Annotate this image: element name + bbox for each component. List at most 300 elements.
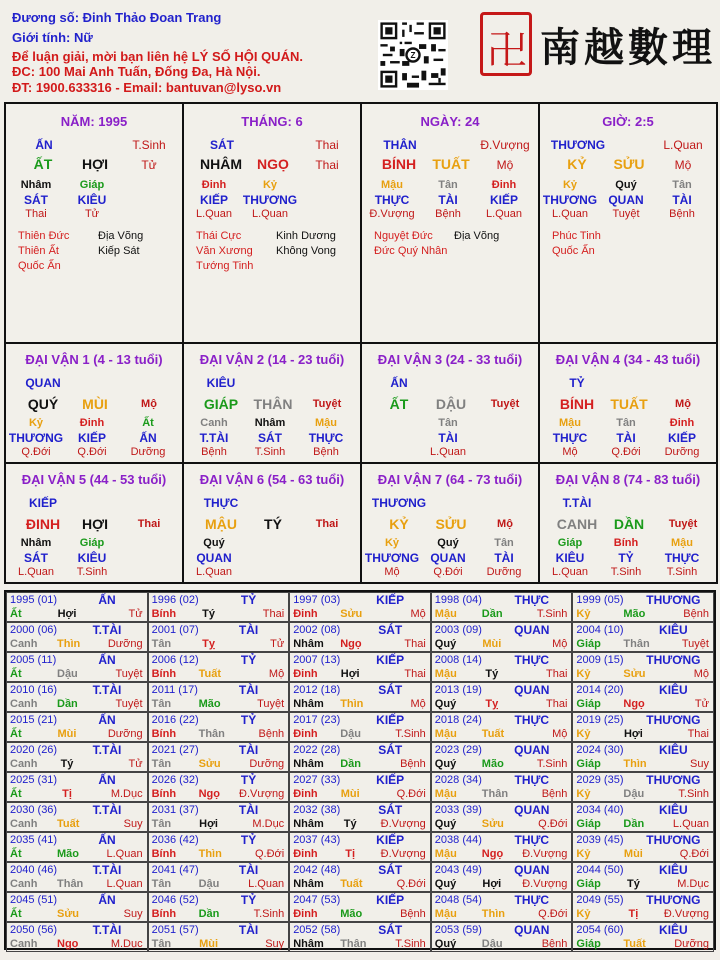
year-stem: Kỷ	[576, 728, 591, 740]
dai-van-hidden-life: Q.Đới	[21, 446, 51, 458]
dai-van-hidden-god: ẤN	[139, 431, 157, 445]
year-cell	[431, 802, 573, 832]
dai-van-hidden-god: THỰC	[664, 551, 700, 565]
year-ten-god: THỰC	[514, 833, 550, 847]
year-life-phase: M.Dục	[677, 878, 709, 890]
year-label: 2028 (34)	[434, 774, 482, 786]
pillar-heavenly-stem: BÍNH	[381, 156, 417, 172]
dai-van-stem: QUÝ	[27, 396, 59, 412]
year-stem: Quý	[434, 758, 457, 770]
year-ten-god: KIÊU	[659, 743, 688, 757]
dai-van-hidden-stem: Tân	[494, 537, 514, 549]
year-life-phase: Bệnh	[400, 758, 426, 770]
dai-van-title: ĐẠI VẬN 4 (34 - 43 tuổi)	[555, 352, 701, 367]
year-cell	[431, 622, 573, 652]
year-stem: Giáp	[576, 878, 601, 890]
year-branch: Dậu	[623, 788, 645, 800]
year-branch: Thân	[340, 938, 367, 950]
year-branch: Mão	[340, 908, 363, 920]
dai-van-hidden-stem: Tân	[616, 417, 636, 429]
dai-van-hidden-stem: Quý	[203, 537, 225, 549]
year-branch: Mão	[481, 758, 504, 770]
year-stem: Nhâm	[293, 698, 324, 710]
year-label: 2052 (58)	[293, 924, 341, 936]
hidden-life-phase: Thai	[25, 208, 47, 220]
hidden-ten-god: KIẾP	[199, 193, 228, 207]
dai-van-ten-god: ẤN	[390, 376, 408, 390]
hidden-ten-god: QUAN	[608, 193, 644, 207]
dai-van-hidden-god: QUAN	[196, 551, 232, 565]
year-life-phase: Thai	[545, 698, 568, 710]
dai-van-hidden-god: SÁT	[258, 431, 282, 445]
year-life-phase: Dưỡng	[674, 938, 709, 950]
year-life-phase: Đ.Vượng	[380, 818, 426, 830]
hidden-stem: Tân	[672, 179, 692, 191]
pillar-title: GIỜ: 2:5	[602, 114, 654, 129]
year-stem: Nhâm	[293, 638, 324, 650]
year-stem: Mậu	[434, 788, 457, 800]
dai-van-hidden-god: KIÊU	[555, 551, 585, 565]
dai-van-title: ĐẠI VẬN 7 (64 - 73 tuổi)	[377, 472, 523, 487]
year-branch: Sửu	[481, 818, 504, 830]
year-cell	[572, 682, 714, 712]
dai-van-hidden-god: QUAN	[430, 551, 466, 565]
year-stem: Kỷ	[576, 908, 591, 920]
dai-van-hidden-god: TÀI	[438, 431, 458, 445]
year-cell	[6, 652, 148, 682]
year-life-phase: T.Sinh	[678, 788, 709, 800]
year-branch: Sửu	[623, 668, 646, 680]
pillar-ten-god: THÂN	[383, 138, 417, 152]
dai-van-hidden-god: TÀI	[616, 431, 636, 445]
year-cell	[6, 592, 148, 622]
year-ten-god: ẤN	[98, 653, 116, 667]
dai-van-branch: DẬU	[435, 396, 467, 412]
year-ten-god: ẤN	[98, 833, 116, 847]
year-ten-god: QUAN	[514, 803, 550, 817]
year-branch: Tuất	[340, 878, 363, 890]
year-ten-god: KIẾP	[376, 833, 405, 847]
year-cell	[289, 922, 431, 952]
pillar-top-phase: T.Sinh	[132, 138, 166, 152]
hidden-stem: Đinh	[491, 179, 517, 191]
year-cell	[572, 742, 714, 772]
dai-van-title: ĐẠI VẬN 8 (74 - 83 tuổi)	[555, 472, 701, 487]
year-ten-god: SÁT	[378, 803, 403, 817]
inauspicious-star: Địa Võng	[98, 230, 144, 242]
dai-van-box	[360, 462, 540, 584]
inauspicious-star: Kiếp Sát	[98, 245, 140, 257]
year-label: 2042 (48)	[293, 864, 341, 876]
year-branch: Mão	[623, 608, 646, 620]
year-life-phase: Đ.Vượng	[663, 908, 709, 920]
year-label: 2022 (28)	[293, 744, 341, 756]
pillar-title: NGÀY: 24	[420, 114, 480, 129]
dai-van-title: ĐẠI VẬN 1 (4 - 13 tuổi)	[25, 352, 163, 367]
year-cell	[431, 862, 573, 892]
year-stem: Đinh	[293, 728, 318, 740]
year-life-phase: Q.Đới	[396, 878, 426, 890]
year-life-phase: Mộ	[268, 668, 285, 680]
dai-van-phase: Mộ	[675, 398, 691, 410]
year-stem: Ất	[10, 668, 22, 680]
year-label: 2036 (42)	[151, 834, 199, 846]
dai-van-hidden-life: T.Sinh	[610, 566, 642, 578]
year-cell	[6, 742, 148, 772]
dai-van-phase: Mộ	[141, 398, 157, 410]
year-stem: Mậu	[434, 668, 457, 680]
dai-van-hidden-stem: Giáp	[557, 537, 583, 549]
year-ten-god: ẤN	[98, 773, 116, 787]
year-branch: Mùi	[57, 728, 77, 740]
year-cell	[572, 922, 714, 952]
year-branch: Dậu	[481, 938, 503, 950]
dai-van-branch: TUẤT	[610, 396, 648, 412]
year-ten-god: ẤN	[98, 593, 116, 607]
year-cell	[431, 682, 573, 712]
dai-van-hidden-god: THƯƠNG	[8, 431, 64, 445]
year-stem: Quý	[434, 698, 457, 710]
year-branch: Tuất	[623, 938, 646, 950]
year-ten-god: T.TÀI	[92, 683, 122, 697]
year-cell	[148, 922, 290, 952]
hidden-stem: Giáp	[79, 179, 105, 191]
dai-van-hidden-life: Mộ	[562, 446, 578, 458]
hidden-ten-god: THƯƠNG	[542, 193, 598, 207]
year-stem: Ất	[10, 608, 22, 620]
year-stem: Canh	[10, 698, 38, 710]
dai-van-hidden-stem: Quý	[437, 537, 459, 549]
year-ten-god: KIÊU	[659, 683, 688, 697]
address-line: ĐC: 100 Mai Anh Tuấn, Đống Đa, Hà Nội.	[12, 64, 261, 79]
pillar-heavenly-stem: ẤT	[33, 156, 53, 172]
year-cell	[6, 862, 148, 892]
pillar-box	[538, 102, 718, 344]
year-stem: Canh	[10, 638, 38, 650]
year-branch: Thìn	[340, 698, 364, 710]
dai-van-phase: Tuyệt	[668, 518, 698, 530]
dai-van-stem: CANH	[556, 516, 598, 532]
year-ten-god: THƯƠNG	[646, 653, 701, 667]
year-ten-god: THƯƠNG	[646, 713, 701, 727]
year-stem: Quý	[434, 818, 457, 830]
year-ten-god: TÀI	[238, 743, 259, 757]
year-ten-god: TÀI	[238, 683, 259, 697]
dai-van-ten-god: THỰC	[203, 496, 239, 510]
year-cell	[148, 652, 290, 682]
year-cell	[148, 802, 290, 832]
year-stem: Ất	[10, 848, 22, 860]
year-branch: Hợi	[623, 728, 643, 740]
year-label: 2049 (55)	[576, 894, 624, 906]
year-branch: Thìn	[57, 638, 81, 650]
year-cell	[431, 592, 573, 622]
hidden-life-phase: Bệnh	[669, 208, 695, 220]
year-branch: Mùi	[340, 788, 360, 800]
year-branch: Tý	[626, 878, 640, 890]
year-life-phase: Mộ	[410, 608, 426, 620]
dai-van-stem: ĐINH	[25, 516, 61, 532]
qr-code-icon	[378, 20, 448, 90]
year-label: 2003 (09)	[434, 624, 482, 636]
year-cell	[431, 712, 573, 742]
pillar-heavenly-stem: NHÂM	[200, 156, 242, 172]
year-cell	[572, 862, 714, 892]
pillar-ten-god: SÁT	[210, 138, 234, 152]
inauspicious-star: Kinh Dương	[276, 230, 336, 242]
year-ten-god: KIÊU	[659, 863, 688, 877]
hidden-stem: Kỷ	[562, 179, 578, 191]
dai-van-hidden-life: L.Quan	[429, 446, 467, 458]
year-cell	[289, 652, 431, 682]
dai-van-title: ĐẠI VẬN 6 (54 - 63 tuổi)	[199, 472, 345, 487]
year-branch: Ngọ	[198, 788, 220, 800]
inauspicious-star: Không Vong	[276, 245, 336, 257]
year-label: 2048 (54)	[434, 894, 482, 906]
year-stem: Bính	[151, 788, 177, 800]
pillar-heavenly-stem: KỶ	[567, 156, 587, 172]
dai-van-hidden-god: KIẾP	[667, 431, 696, 445]
year-stem: Canh	[10, 818, 38, 830]
year-stem: Giáp	[576, 818, 601, 830]
dai-van-hidden-life: Dưỡng	[486, 566, 522, 578]
year-cell	[148, 622, 290, 652]
dai-van-hidden-stem: Bính	[613, 537, 639, 549]
year-ten-god: THƯƠNG	[646, 593, 701, 607]
dai-van-stem: KỶ	[389, 516, 409, 532]
year-label: 2043 (49)	[434, 864, 482, 876]
year-ten-god: T.TÀI	[92, 863, 122, 877]
dai-van-title: ĐẠI VẬN 2 (14 - 23 tuổi)	[199, 352, 345, 367]
dai-van-hidden-life: L.Quan	[17, 566, 55, 578]
auspicious-star: Nguyệt Đức	[374, 230, 433, 242]
year-label: 2047 (53)	[293, 894, 341, 906]
year-ten-god: QUAN	[514, 923, 550, 937]
year-life-phase: Đ.Vượng	[522, 848, 568, 860]
dai-van-hidden-life: T.Sinh	[666, 566, 698, 578]
auspicious-star: Quốc Ấn	[18, 260, 61, 272]
year-cell	[289, 892, 431, 922]
year-ten-god: KIÊU	[659, 923, 688, 937]
dai-van-hidden-life: L.Quan	[195, 566, 233, 578]
dai-van-branch: DẦN	[613, 516, 645, 532]
dai-van-hidden-god: TÀI	[494, 551, 514, 565]
year-life-phase: L.Quan	[672, 818, 709, 830]
year-stem: Kỷ	[576, 608, 591, 620]
year-stem: Bính	[151, 848, 177, 860]
year-cell	[6, 772, 148, 802]
year-stem: Ất	[10, 788, 22, 800]
year-branch: Hợi	[199, 818, 218, 830]
year-stem: Mậu	[434, 608, 457, 620]
year-life-phase: M.Dục	[110, 788, 143, 800]
year-cell	[148, 892, 290, 922]
year-branch: Tý	[202, 608, 216, 620]
year-life-phase: Tử	[270, 638, 285, 650]
pillar-title: THÁNG: 6	[241, 114, 303, 129]
year-ten-god: KIẾP	[376, 593, 405, 607]
year-branch: Sửu	[340, 608, 363, 620]
pillar-earthly-branch: TUẤT	[432, 156, 470, 172]
year-life-phase: Thai	[687, 728, 709, 740]
dai-van-hidden-stem: Ất	[142, 417, 154, 429]
year-life-phase: T.Sinh	[253, 908, 285, 920]
year-life-phase: Dưỡng	[249, 758, 285, 770]
year-stem: Ất	[10, 908, 22, 920]
year-life-phase: Tuyệt	[681, 638, 709, 650]
year-stem: Đinh	[293, 788, 318, 800]
year-life-phase: Q.Đới	[538, 908, 568, 920]
year-stem: Giáp	[576, 638, 601, 650]
pillar-top-phase: L.Quan	[663, 138, 703, 152]
year-branch: Dậu	[57, 668, 78, 680]
year-ten-god: THỰC	[514, 593, 550, 607]
year-ten-god: THỰC	[514, 893, 550, 907]
dai-van-hidden-god: T.TÀI	[199, 431, 229, 445]
year-cell	[572, 802, 714, 832]
year-branch: Thân	[481, 788, 509, 800]
year-cell	[289, 832, 431, 862]
year-stem: Tân	[151, 638, 172, 650]
dai-van-phase: Mộ	[497, 518, 513, 530]
hidden-life-phase: Tuyệt	[612, 208, 640, 220]
pillar-top-phase: Thai	[315, 138, 339, 152]
year-cell	[431, 892, 573, 922]
year-stem: Ất	[10, 728, 22, 740]
year-life-phase: Mộ	[552, 728, 568, 740]
dai-van-hidden-life: Q.Đới	[611, 446, 641, 458]
year-branch: Thân	[623, 638, 650, 650]
year-life-phase: Suy	[265, 938, 285, 950]
dai-van-hidden-god: THỰC	[308, 431, 344, 445]
year-ten-god: QUAN	[514, 623, 550, 637]
year-label: 2006 (12)	[151, 654, 199, 666]
year-life-phase: Tuyệt	[115, 668, 143, 680]
year-label: 2025 (31)	[10, 774, 58, 786]
pillar-life-phase: Thai	[315, 158, 339, 172]
year-label: 2002 (08)	[293, 624, 341, 636]
year-stem: Bính	[151, 668, 177, 680]
year-life-phase: T.Sinh	[395, 938, 426, 950]
year-cell	[148, 682, 290, 712]
auspicious-star: Phúc Tinh	[552, 230, 601, 242]
year-branch: Tuất	[198, 668, 221, 680]
year-branch: Thân	[57, 878, 84, 890]
year-cell	[6, 892, 148, 922]
year-cell	[6, 832, 148, 862]
year-cell	[148, 592, 290, 622]
year-cell	[6, 682, 148, 712]
year-life-phase: Q.Đới	[679, 848, 709, 860]
year-branch: Thìn	[623, 758, 647, 770]
hidden-life-phase: L.Quan	[551, 208, 589, 220]
year-branch: Ngọ	[481, 848, 504, 860]
year-label: 2033 (39)	[434, 804, 482, 816]
dai-van-title: ĐẠI VẬN 5 (44 - 53 tuổi)	[21, 472, 167, 487]
dai-van-box	[4, 462, 184, 584]
auspicious-star: Đức Quý Nhân	[374, 245, 448, 257]
gender-value: Nữ	[73, 30, 93, 45]
year-stem: Nhâm	[293, 818, 324, 830]
year-life-phase: Thai	[262, 608, 285, 620]
year-life-phase: Tuyệt	[115, 698, 143, 710]
dai-van-hidden-stem: Mậu	[315, 417, 337, 429]
year-stem: Tân	[151, 698, 172, 710]
year-branch: Tuất	[57, 818, 80, 830]
dai-van-hidden-stem: Đinh	[79, 417, 105, 429]
dai-van-ten-god: THƯƠNG	[371, 496, 427, 510]
year-label: 2026 (32)	[151, 774, 199, 786]
year-label: 2014 (20)	[576, 684, 624, 696]
year-ten-god: SÁT	[378, 683, 403, 697]
dai-van-branch: TÝ	[264, 516, 282, 532]
dai-van-branch: THÂN	[253, 396, 293, 412]
dai-van-box	[360, 342, 540, 464]
year-ten-god: T.TÀI	[92, 803, 122, 817]
year-life-phase: Tử	[128, 758, 143, 770]
dai-van-hidden-life: L.Quan	[551, 566, 589, 578]
contact-line: Để luận giải, mời bạn liên hệ LÝ SỐ HỘI QUÁN.	[12, 49, 303, 64]
year-ten-god: TÀI	[238, 923, 259, 937]
year-life-phase: Mộ	[693, 668, 709, 680]
year-label: 2000 (06)	[10, 624, 58, 636]
year-cell	[148, 832, 290, 862]
year-label: 2011 (17)	[151, 684, 198, 696]
year-ten-god: T.TÀI	[92, 923, 122, 937]
year-branch: Dần	[481, 608, 503, 620]
year-life-phase: T.Sinh	[536, 608, 568, 620]
year-stem: Kỷ	[576, 788, 591, 800]
year-branch: Thân	[198, 728, 225, 740]
year-label: 2007 (13)	[293, 654, 341, 666]
year-branch: Tỵ	[485, 698, 499, 710]
hidden-life-phase: L.Quan	[251, 208, 289, 220]
year-cell	[289, 682, 431, 712]
year-label: 2027 (33)	[293, 774, 341, 786]
year-branch: Tỵ	[202, 638, 216, 650]
year-ten-god: TỶ	[240, 713, 257, 727]
dai-van-hidden-life: Dưỡng	[130, 446, 166, 458]
year-label: 2054 (60)	[576, 924, 624, 936]
year-ten-god: T.TÀI	[92, 743, 122, 757]
year-ten-god: THƯƠNG	[646, 833, 701, 847]
hidden-ten-god: TÀI	[438, 193, 458, 207]
year-stem: Canh	[10, 758, 38, 770]
year-label: 2040 (46)	[10, 864, 58, 876]
year-life-phase: L.Quan	[106, 848, 143, 860]
pillar-top-phase: Đ.Vượng	[480, 138, 530, 152]
year-stem: Giáp	[576, 698, 601, 710]
year-ten-god: T.TÀI	[92, 623, 122, 637]
hidden-life-phase: Đ.Vượng	[369, 208, 415, 220]
year-stem: Nhâm	[293, 878, 324, 890]
year-cell	[289, 862, 431, 892]
year-cell	[148, 742, 290, 772]
year-label: 2016 (22)	[151, 714, 199, 726]
year-life-phase: Suy	[690, 758, 709, 770]
inauspicious-star: Địa Võng	[454, 230, 500, 242]
pillar-earthly-branch: SỬU	[613, 156, 645, 172]
year-stem: Bính	[151, 728, 177, 740]
year-branch: Ngọ	[340, 638, 362, 650]
dai-van-phase: Thai	[315, 518, 339, 530]
year-label: 2039 (45)	[576, 834, 624, 846]
year-label: 2044 (50)	[576, 864, 624, 876]
dai-van-hidden-god: KIẾP	[77, 431, 106, 445]
year-cell	[572, 622, 714, 652]
year-ten-god: KIẾP	[376, 773, 405, 787]
dai-van-hidden-stem: Mậu	[559, 417, 581, 429]
